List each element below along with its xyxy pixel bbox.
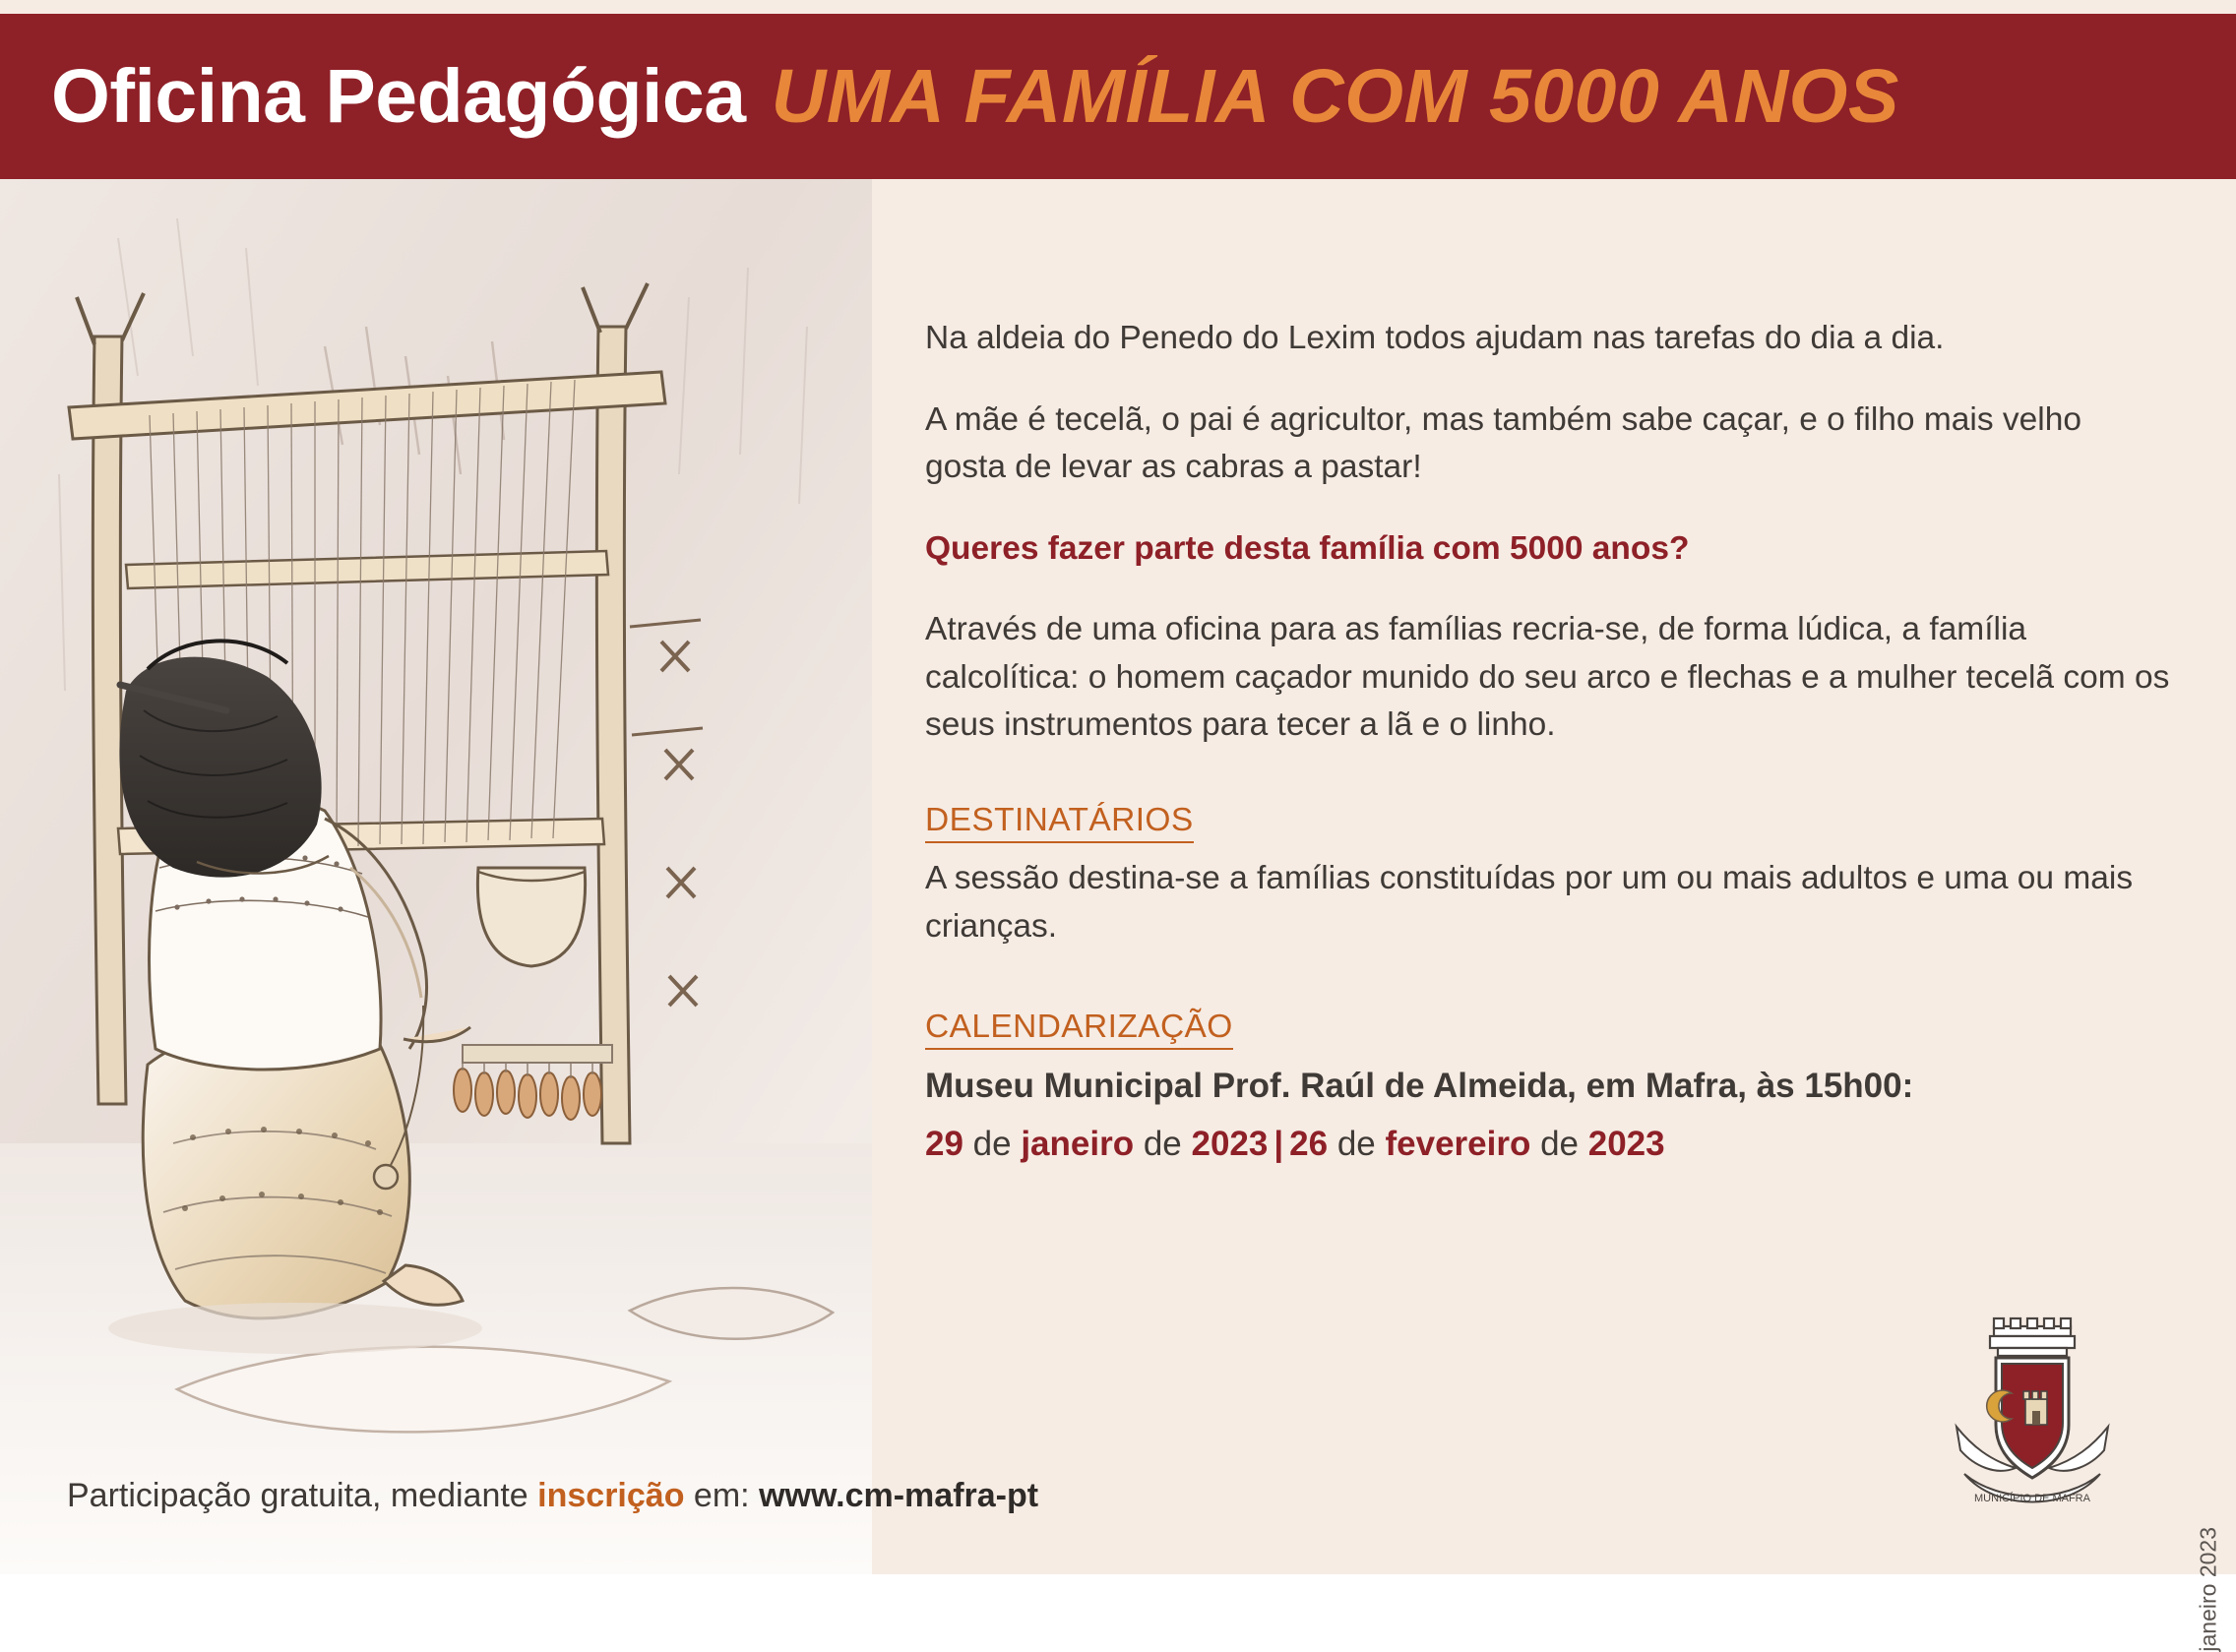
date-1-connector: de (963, 1125, 1022, 1164)
dates-line (925, 1120, 2170, 1170)
footer-inscription-highlight: inscrição (537, 1477, 685, 1514)
date-2-day: 26 (1289, 1125, 1329, 1164)
section-body-destinatarios: A sessão destina-se a famílias constituídas por um ou mais adultos e uma ou mais crianças. (925, 860, 2134, 945)
date-1-month: janeiro (1021, 1125, 1135, 1164)
paragraph-2: A mãe é tecelã, o pai é agricultor, mas também sabe caçar, e o filho mais velho gosta de levar as cabras a pastar! (925, 400, 2081, 486)
date-1-year: 2023 (1191, 1125, 1269, 1164)
page-title: Oficina Pedagógica (51, 53, 746, 139)
question-highlight: Queres fazer parte desta família com 5000 anos? (925, 529, 1690, 567)
date-separator: | (1273, 1125, 1284, 1164)
page-subtitle: UMA FAMÍLIA COM 5000 ANOS (771, 53, 1899, 139)
section-heading-destinatarios: DESTINATÁRIOS (925, 801, 1194, 843)
section-calendarizacao (925, 990, 2170, 1170)
footer-prefix: Participação gratuita, mediante (67, 1477, 538, 1514)
section-heading-calendarizacao: CALENDARIZAÇÃO (925, 1008, 1233, 1050)
date-2-connector-2: de (1530, 1125, 1588, 1164)
date-1-connector-2: de (1134, 1125, 1192, 1164)
footer-registration (67, 1477, 1038, 1515)
footer-website[interactable]: www.cm-mafra-pt (759, 1477, 1039, 1514)
date-2-connector: de (1328, 1125, 1386, 1164)
date-1-day: 29 (925, 1125, 963, 1164)
footer-middle: em: (684, 1477, 760, 1514)
credit-date: janeiro 2023 (2196, 1527, 2221, 1652)
venue-text: Museu Municipal Prof. Raúl de Almeida, em Mafra, às 15h00: (925, 1067, 1914, 1106)
header-band (0, 14, 2236, 179)
weaver-illustration (0, 179, 872, 1574)
intro-paragraph: Na aldeia do Penedo do Lexim todos ajudam nas tarefas do dia a dia. (925, 320, 1945, 356)
crest-label: MUNICÍPIO DE MAFRA (1974, 1493, 2090, 1504)
section-destinatarios (925, 783, 2170, 950)
paragraph-3: Através de uma oficina para as famílias recria-se, de forma lúdica, a família calcolítica: o homem caçador munido do seu arco e flechas e a mulher tecelã com os seus instrumentos para tecer a lã e o linho. (925, 611, 2170, 744)
mafra-coat-of-arms (1939, 1309, 2126, 1520)
date-2-year: 2023 (1587, 1125, 1665, 1164)
content-column (925, 315, 2170, 1209)
date-2-month: fevereiro (1385, 1125, 1531, 1164)
